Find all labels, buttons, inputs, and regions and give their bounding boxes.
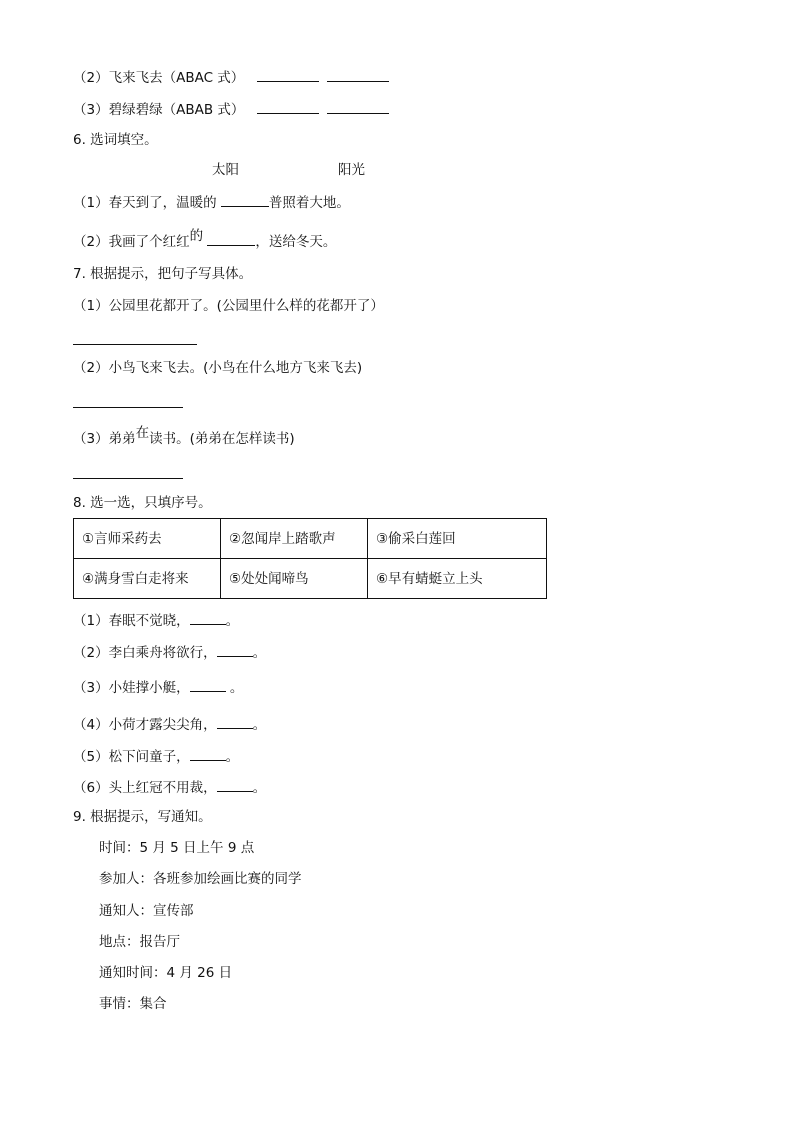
q9-hint-matter: 事情：集合	[99, 996, 167, 1012]
q8-option-6: ⑥早有蜻蜓立上头	[368, 559, 547, 599]
q9-hint-notice-time: 通知时间：4 月 26 日	[99, 965, 233, 981]
q8-option-4: ④满身雪白走将来	[74, 559, 221, 599]
q6-item-1-after: 普照着大地。	[268, 195, 350, 211]
q5-item-2	[73, 67, 389, 87]
q6-item-2	[73, 228, 337, 251]
q8-item-2-after: 。	[252, 645, 267, 661]
q8-item-5	[73, 746, 239, 766]
q7-item-3	[73, 425, 295, 448]
q8-item-6-after: 。	[252, 780, 267, 796]
q8-option-1: ①言师采药去	[74, 519, 221, 559]
q6-item-1	[73, 192, 350, 212]
q8-item-6-before: （6）头上红冠不用裁，	[73, 780, 217, 796]
q6-item-2-raised: 的	[189, 228, 204, 244]
q8-item-3-after: 。	[225, 680, 244, 696]
q8-item-6-blank[interactable]	[217, 777, 253, 792]
q8-item-2	[73, 642, 266, 662]
q8-item-3	[73, 677, 243, 697]
q8-item-6	[73, 777, 266, 797]
q8-item-4-blank[interactable]	[217, 714, 253, 729]
q6-item-2-before: （2）我画了个红红	[73, 234, 190, 250]
q8-item-4-before: （4）小荷才露尖尖角，	[73, 717, 217, 733]
q5-item-3	[73, 99, 389, 119]
q9-hint-notifier: 通知人：宣传部	[99, 903, 194, 919]
q5-item-3-text: （3）碧绿碧绿（ABAB 式）	[73, 102, 245, 118]
q5-item-3-blank-1[interactable]	[257, 99, 319, 114]
q8-item-5-after: 。	[225, 749, 240, 765]
q8-option-5: ⑤处处闻啼鸟	[221, 559, 368, 599]
q9-hint-participants: 参加人：各班参加绘画比赛的同学	[99, 871, 302, 887]
q6-item-1-blank[interactable]	[221, 192, 269, 207]
q6-item-1-before: （1）春天到了，温暖的	[73, 195, 221, 211]
q9-title: 9. 根据提示，写通知。	[73, 809, 212, 825]
q9-hint-location: 地点：报告厅	[99, 934, 180, 950]
q5-item-2-text: （2）飞来飞去（ABAC 式）	[73, 70, 245, 86]
q5-item-2-blank-1[interactable]	[257, 67, 319, 82]
q8-item-3-before: （3）小娃撑小艇，	[73, 680, 190, 696]
q6-word-1: 太阳	[212, 162, 239, 178]
q6-item-2-after: ，送给冬天。	[255, 234, 337, 250]
q7-item-3-before: （3）弟弟	[73, 431, 136, 447]
q8-item-4-after: 。	[252, 717, 267, 733]
q9-hint-time: 时间：5 月 5 日上午 9 点	[99, 840, 255, 856]
q7-item-3-after: 读书。(弟弟在怎样读书)	[149, 431, 295, 447]
q8-item-4	[73, 714, 266, 734]
q6-item-2-blank[interactable]	[207, 231, 255, 246]
q8-option-3: ③偷采白莲回	[368, 519, 547, 559]
q7-title: 7. 根据提示，把句子写具体。	[73, 266, 253, 282]
q7-item-3-answer-line[interactable]	[73, 478, 183, 479]
q8-item-1-blank[interactable]	[190, 610, 226, 625]
q8-item-1-after: 。	[225, 613, 240, 629]
q5-item-2-blank-2[interactable]	[327, 67, 389, 82]
q8-item-3-blank[interactable]	[190, 677, 226, 692]
q5-item-3-blank-2[interactable]	[327, 99, 389, 114]
q6-title: 6. 选词填空。	[73, 132, 158, 148]
q7-item-2-answer-line[interactable]	[73, 407, 183, 408]
q7-item-2: （2）小鸟飞来飞去。(小鸟在什么地方飞来飞去)	[73, 360, 363, 376]
q8-options-row	[74, 519, 547, 559]
q8-item-5-before: （5）松下问童子，	[73, 749, 190, 765]
q8-title: 8. 选一选，只填序号。	[73, 495, 212, 511]
q8-option-2: ②忽闻岸上踏歌声	[221, 519, 368, 559]
q8-item-2-before: （2）李白乘舟将欲行，	[73, 645, 217, 661]
q8-item-1-before: （1）春眠不觉晓，	[73, 613, 190, 629]
q8-item-2-blank[interactable]	[217, 642, 253, 657]
q8-item-5-blank[interactable]	[190, 746, 226, 761]
q7-item-3-raised: 在	[135, 425, 150, 441]
q6-word-2: 阳光	[338, 162, 365, 178]
q8-options-row	[74, 559, 547, 599]
q8-options-table	[73, 518, 547, 599]
q7-item-1-answer-line[interactable]	[73, 344, 197, 345]
q7-item-1: （1）公园里花都开了。(公园里什么样的花都开了）	[73, 298, 384, 314]
q8-item-1	[73, 610, 239, 630]
